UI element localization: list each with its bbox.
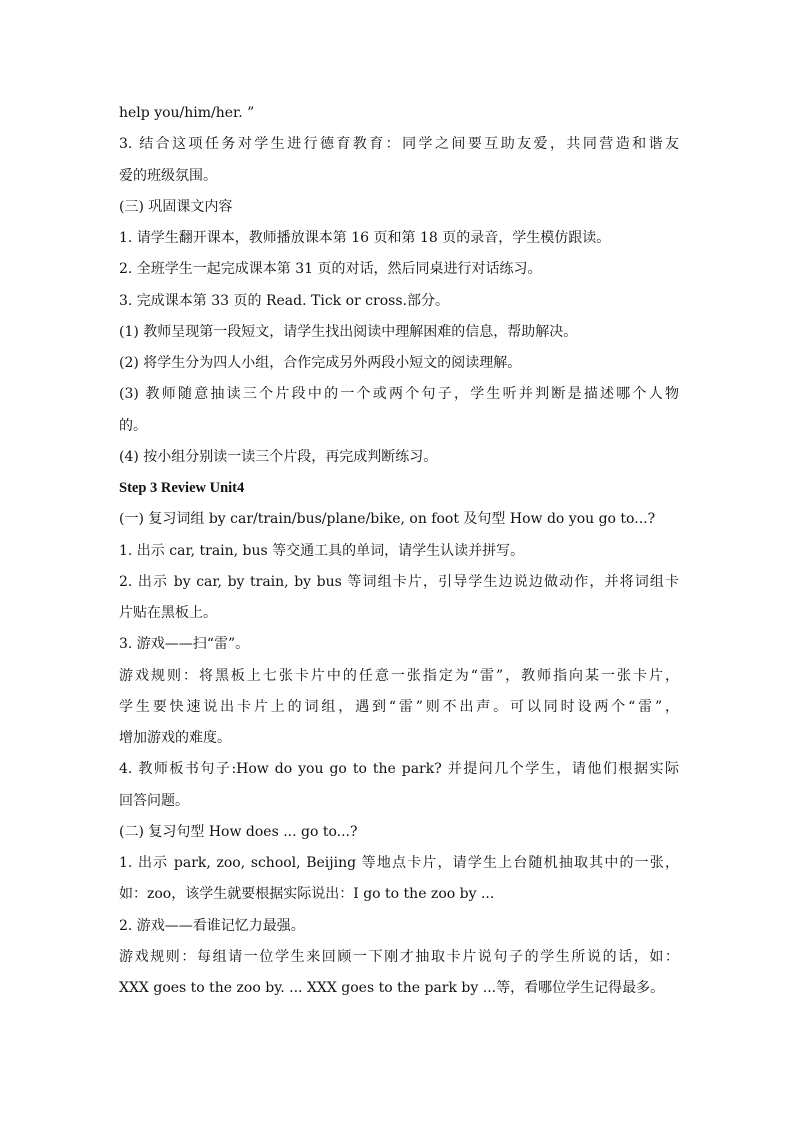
text-line: help you/him/her. ” (119, 105, 255, 121)
text-line: 3. 游戏——扫“雷”。 (119, 636, 250, 653)
text-line: 2. 出示 by car, by train, by bus 等词组卡片，引导学生边说边做动作，并将词组卡 (119, 573, 679, 590)
text-line: 1. 出示 park, zoo, school, Beijing 等地点卡片，请学生上台随机抽取其中的一张， (119, 855, 679, 871)
text-line: 2. 游戏——看谁记忆力最强。 (119, 917, 305, 934)
text-line: 1. 出示 car, train, bus 等交通工具的单词，请学生认读并拼写。 (119, 542, 525, 559)
text-line: 游戏规则：将黑板上七张卡片中的任意一张指定为“雷”，教师指向某一张卡片， (119, 667, 679, 684)
text-line: 1. 请学生翻开课本，教师播放课本第 16 页和第 18 页的录音，学生模仿跟读。 (119, 230, 611, 246)
text-line: 增加游戏的难度。 (119, 730, 231, 746)
section-heading: (二) 复习句型 How does ... go to...? (119, 823, 358, 840)
text-line: XXX goes to the zoo by. ... XXX goes to the park by ...等，看哪位学生记得最多。 (119, 980, 665, 996)
section-heading: (三) 巩固课文内容 (119, 198, 233, 215)
text-line: 4. 教师板书句子:How do you go to the park? 并提问几个学生，请他们根据实际 (119, 761, 679, 778)
text-line: (1) 教师呈现第一段短文，请学生找出阅读中理解困难的信息，帮助解决。 (119, 323, 578, 340)
text-line: 如：zoo，该学生就要根据实际说出：I go to the zoo by ... (119, 886, 495, 903)
text-line: 2. 全班学生一起完成课本第 31 页的对话，然后同桌进行对话练习。 (119, 261, 542, 278)
text-line: 3. 完成课本第 33 页的 Read. Tick or cross.部分。 (119, 292, 449, 309)
text-line: 爱的班级氛围。 (119, 167, 217, 184)
text-line: (4) 按小组分别读一读三个片段，再完成判断练习。 (119, 448, 438, 465)
section-heading: (一) 复习词组 by car/train/bus/plane/bike, on foot 及句型 How do you go to...? (119, 511, 656, 528)
text-line: 游戏规则：每组请一位学生来回顾一下刚才抽取卡片说句子的学生所说的话，如： (119, 948, 679, 965)
text-line: 学生要快速说出卡片上的词组，遇到“雷”则不出声。可以同时设两个“雷”， (119, 698, 679, 715)
text-line: (3) 教师随意抽读三个片段中的一个或两个句子，学生听并判断是描述哪个人物 (119, 386, 679, 403)
text-line: 片贴在黑板上。 (119, 605, 217, 621)
text-line: 3. 结合这项任务对学生进行德育教育：同学之间要互助友爱，共同营造和谐友 (119, 136, 679, 153)
document-body (119, 98, 679, 1004)
step-heading: Step 3 Review Unit4 (119, 480, 245, 496)
text-line: (2) 将学生分为四人小组，合作完成另外两段小短文的阅读理解。 (119, 355, 522, 371)
text-line: 的。 (119, 417, 147, 434)
text-line: 回答问题。 (119, 792, 189, 809)
